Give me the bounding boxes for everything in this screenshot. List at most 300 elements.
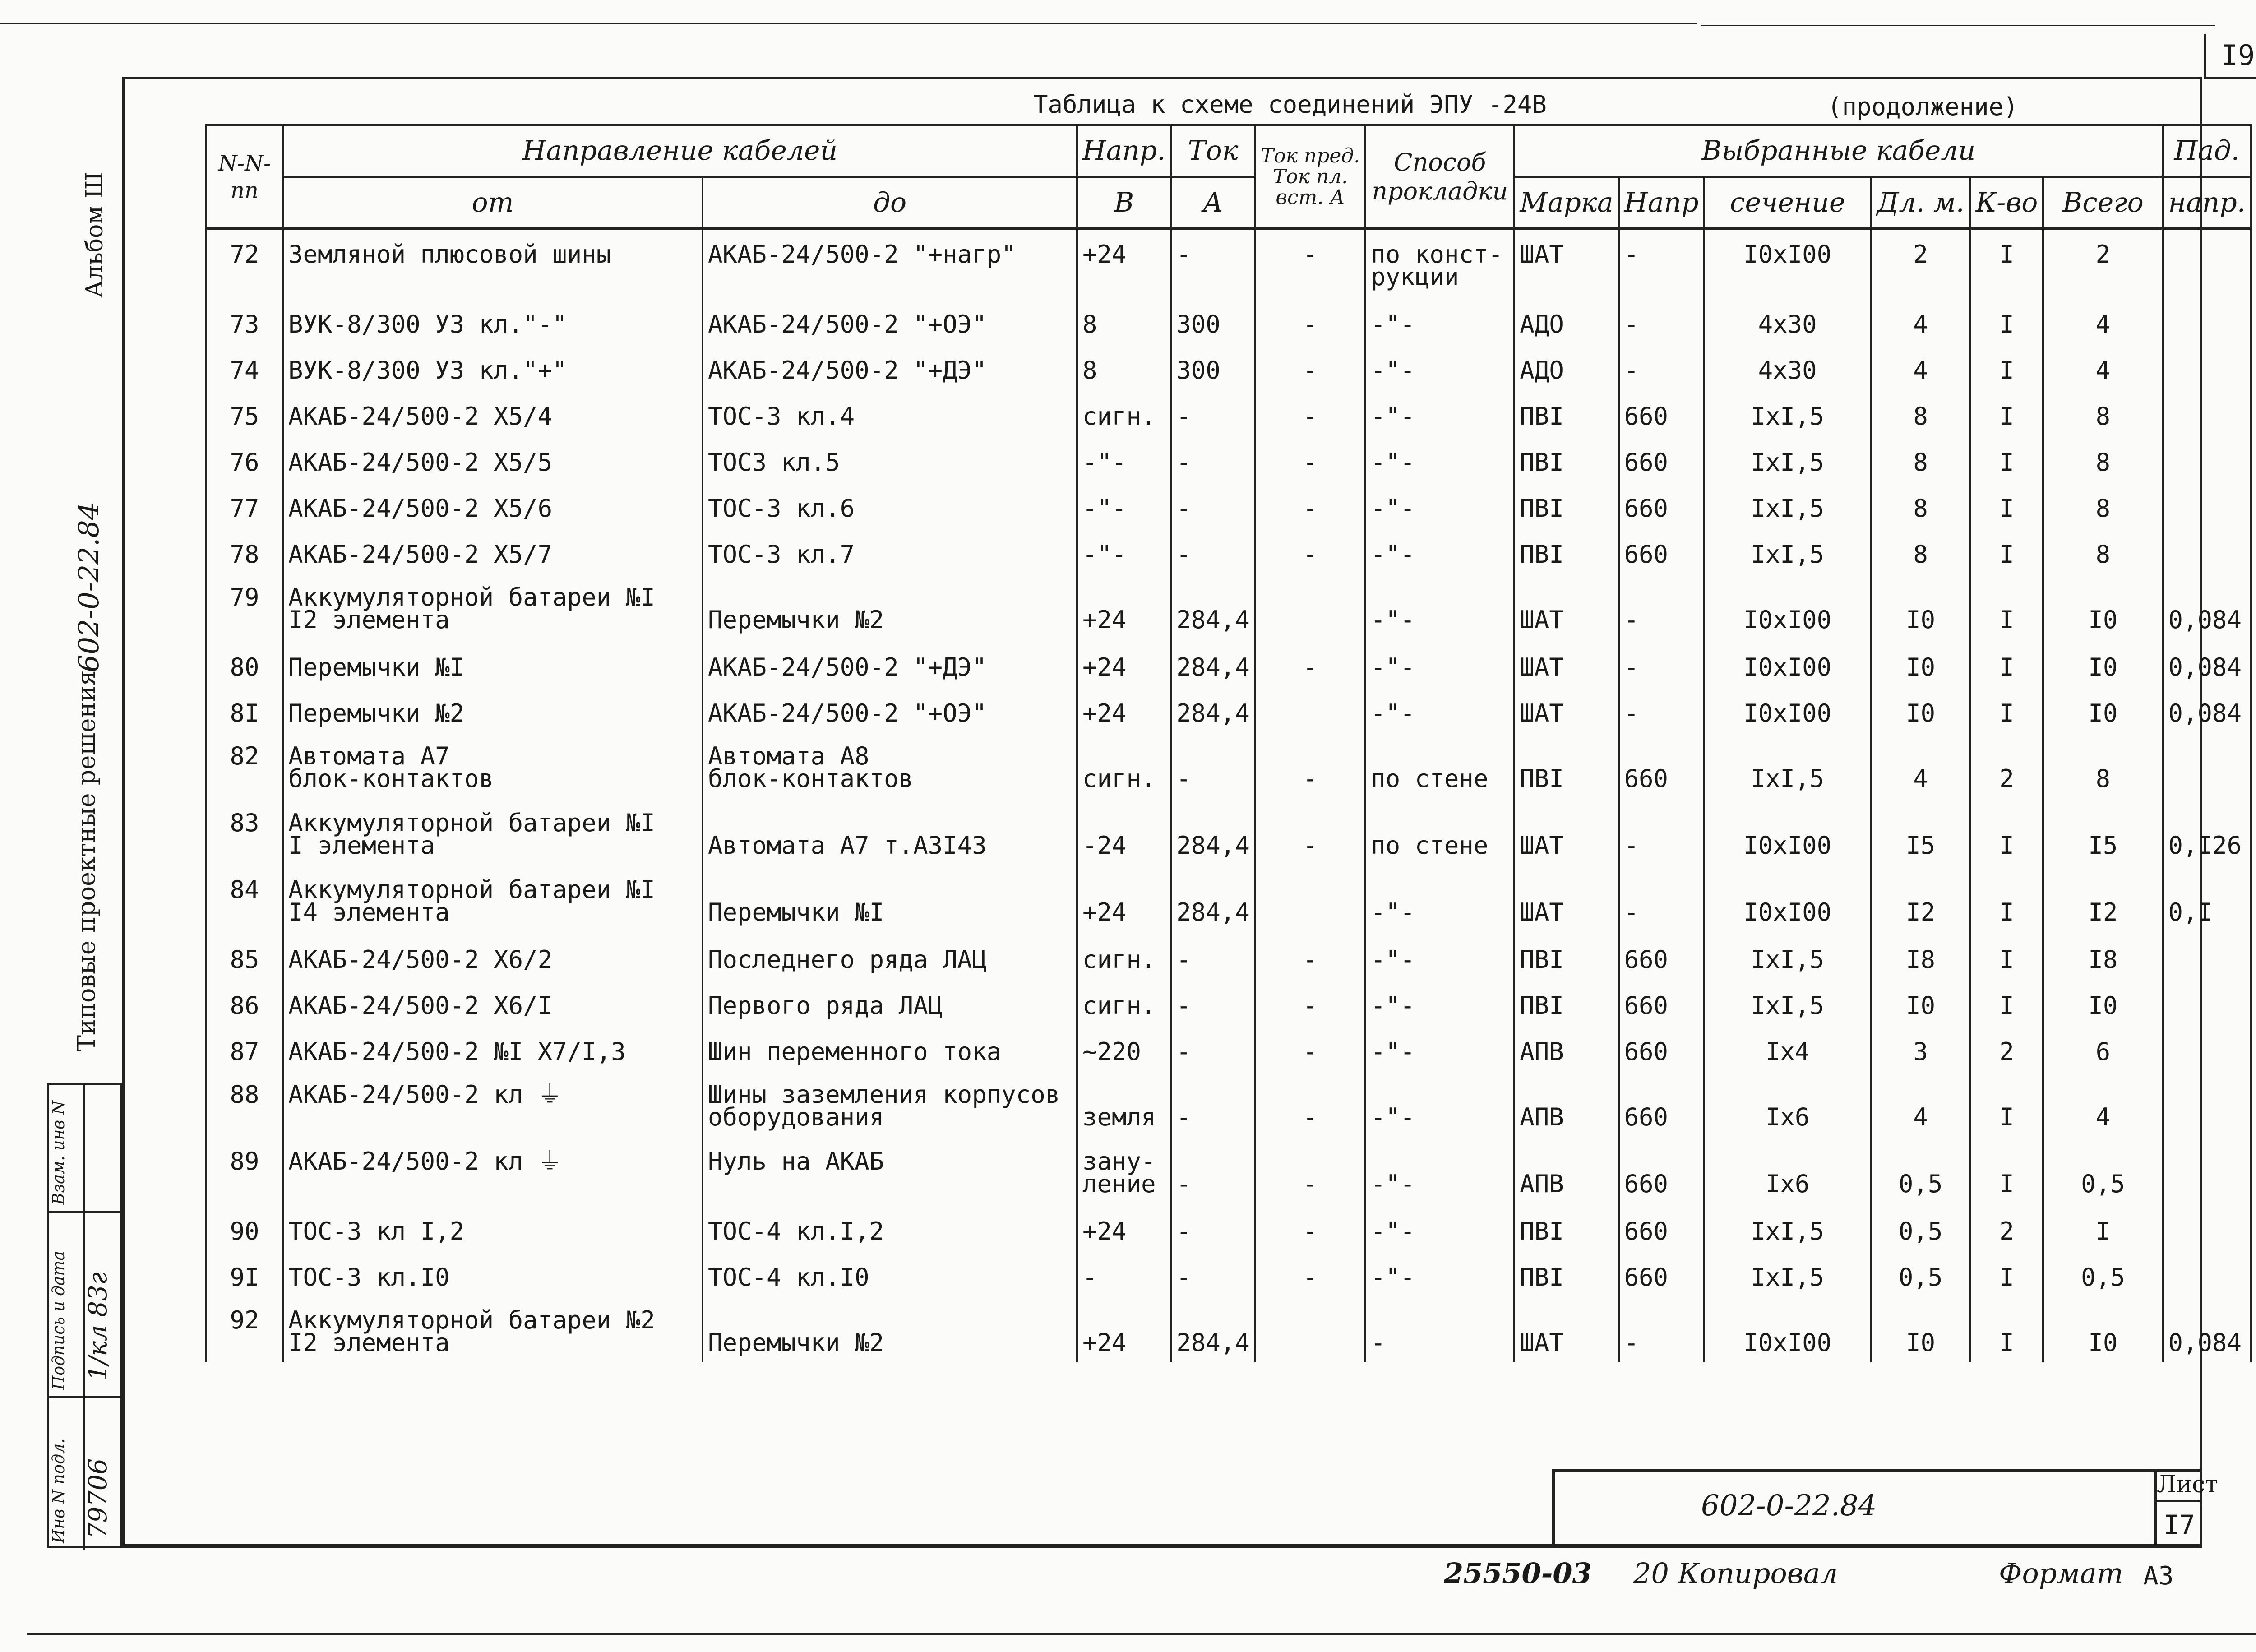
current-cell: 284,4 <box>1171 1296 1255 1362</box>
row-number: 75 <box>206 389 283 435</box>
table-row <box>206 1249 2251 1296</box>
fuse-cell: - <box>1255 481 1366 527</box>
mark-cell: ПВI <box>1514 932 1618 978</box>
length-cell: 2 <box>1871 229 1970 297</box>
voltage-cell: -"- <box>1077 435 1171 481</box>
sheet-box <box>2154 1469 2218 1548</box>
row-number: 86 <box>206 978 283 1024</box>
from-cell: АКАБ-24/500-2 X5/7 <box>283 527 703 573</box>
fuse-cell <box>1255 865 1366 932</box>
fuse-cell: - <box>1255 527 1366 573</box>
total-cell: 0,5 <box>2043 1137 2163 1203</box>
fuse-cell: - <box>1255 1137 1366 1203</box>
voltage-cell: зану- ление <box>1077 1137 1171 1203</box>
laying-cell: -"- <box>1365 296 1514 342</box>
drop-cell <box>2163 229 2251 297</box>
section-cell: Ix6 <box>1704 1070 1871 1137</box>
section-cell: I0xI00 <box>1704 685 1871 731</box>
from-cell: Автомата А7 блок-контактов <box>283 731 703 798</box>
series-label: Типовые проектные решения <box>72 670 101 1051</box>
laying-cell: -"- <box>1365 1249 1514 1296</box>
count-cell: I <box>1970 1249 2043 1296</box>
row-number: 87 <box>206 1024 283 1070</box>
total-cell: 4 <box>2043 1070 2163 1137</box>
count-cell: I <box>1970 481 2043 527</box>
header-length: Дл. м. <box>1871 177 1970 229</box>
voltage-cell: 8 <box>1077 296 1171 342</box>
length-cell: 0,5 <box>1871 1137 1970 1203</box>
table-row <box>206 527 2251 573</box>
mark-cell: ШАТ <box>1514 685 1618 731</box>
current-cell: - <box>1171 978 1255 1024</box>
total-cell: 2 <box>2043 229 2163 297</box>
order-number: 25550-03 <box>1444 1557 1592 1590</box>
to-cell: ТОС-3 кл.7 <box>703 527 1077 573</box>
mark-cell: ПВI <box>1514 1249 1618 1296</box>
voltage-cell: +24 <box>1077 865 1171 932</box>
current-cell: 284,4 <box>1171 639 1255 685</box>
table-row <box>206 1296 2251 1362</box>
total-cell: 6 <box>2043 1024 2163 1070</box>
section-cell: I0xI00 <box>1704 639 1871 685</box>
voltage-cell: -"- <box>1077 481 1171 527</box>
bottom-rule <box>27 1633 2256 1635</box>
to-cell: Перемычки №I <box>703 865 1077 932</box>
total-cell: I5 <box>2043 798 2163 865</box>
length-cell: 0,5 <box>1871 1249 1970 1296</box>
from-cell: ТОС-3 кл I,2 <box>283 1203 703 1249</box>
voltage-cell: земля <box>1077 1070 1171 1137</box>
length-cell: I0 <box>1871 978 1970 1024</box>
header-drop-unit: напр. <box>2163 177 2251 229</box>
cable-voltage-cell: 660 <box>1619 1203 1704 1249</box>
from-cell: ВУК-8/300 УЗ кл."+" <box>283 342 703 389</box>
total-cell: I0 <box>2043 978 2163 1024</box>
total-cell: 8 <box>2043 389 2163 435</box>
header-count: К-во <box>1970 177 2043 229</box>
row-number: 85 <box>206 932 283 978</box>
series-code: 602-0-22.84 <box>72 502 105 672</box>
length-cell: 8 <box>1871 527 1970 573</box>
table-row <box>206 978 2251 1024</box>
current-cell: - <box>1171 527 1255 573</box>
row-number: 83 <box>206 798 283 865</box>
count-cell: I <box>1970 1137 2043 1203</box>
to-cell: АКАБ-24/500-2 "+нагр" <box>703 229 1077 297</box>
current-cell: 284,4 <box>1171 573 1255 639</box>
cable-voltage-cell: 660 <box>1619 389 1704 435</box>
to-cell: ТОС3 кл.5 <box>703 435 1077 481</box>
to-cell: АКАБ-24/500-2 "+ОЭ" <box>703 296 1077 342</box>
drop-cell <box>2163 1070 2251 1137</box>
laying-cell: -"- <box>1365 1203 1514 1249</box>
cable-voltage-cell: 660 <box>1619 1024 1704 1070</box>
drop-cell <box>2163 527 2251 573</box>
table-row <box>206 229 2251 297</box>
row-number: 80 <box>206 639 283 685</box>
current-cell: - <box>1171 481 1255 527</box>
section-cell: IxI,5 <box>1704 1249 1871 1296</box>
drop-cell <box>2163 1249 2251 1296</box>
row-number: 90 <box>206 1203 283 1249</box>
row-number: 92 <box>206 1296 283 1362</box>
laying-cell: -"- <box>1365 639 1514 685</box>
from-cell: АКАБ-24/500-2 №I X7/I,3 <box>283 1024 703 1070</box>
fuse-cell: - <box>1255 1249 1366 1296</box>
laying-cell: по стене <box>1365 731 1514 798</box>
current-cell: 284,4 <box>1171 865 1255 932</box>
to-cell: Первого ряда ЛАЦ <box>703 978 1077 1024</box>
to-cell: АКАБ-24/500-2 "+ДЭ" <box>703 639 1077 685</box>
header-section: сечение <box>1704 177 1871 229</box>
header-drop-top: Пад. <box>2163 125 2251 177</box>
current-cell: - <box>1171 731 1255 798</box>
cable-voltage-cell: - <box>1619 229 1704 297</box>
table-row <box>206 865 2251 932</box>
row-number: 88 <box>206 1070 283 1137</box>
total-cell: I0 <box>2043 685 2163 731</box>
from-cell: Перемычки №2 <box>283 685 703 731</box>
length-cell: I2 <box>1871 865 1970 932</box>
table-row <box>206 1137 2251 1203</box>
count-cell: I <box>1970 342 2043 389</box>
from-cell: Перемычки №I <box>283 639 703 685</box>
length-cell: I0 <box>1871 1296 1970 1362</box>
voltage-cell: сигн. <box>1077 932 1171 978</box>
mark-cell: АПВ <box>1514 1070 1618 1137</box>
from-cell: Аккумуляторной батареи №I I2 элемента <box>283 573 703 639</box>
length-cell: 4 <box>1871 1070 1970 1137</box>
count-cell: I <box>1970 1296 2043 1362</box>
to-cell: Нуль на АКАБ <box>703 1137 1077 1203</box>
fuse-cell: - <box>1255 731 1366 798</box>
stamp-value-sign: 1/кл 83г <box>83 1272 113 1381</box>
to-cell: Перемычки №2 <box>703 573 1077 639</box>
count-cell: I <box>1970 798 2043 865</box>
drop-cell: 0,I <box>2163 865 2251 932</box>
count-cell: I <box>1970 435 2043 481</box>
top-rule <box>0 23 1697 24</box>
laying-cell: -"- <box>1365 342 1514 389</box>
total-cell: 8 <box>2043 435 2163 481</box>
section-cell: I0xI00 <box>1704 865 1871 932</box>
cable-voltage-cell: 660 <box>1619 481 1704 527</box>
current-cell: 284,4 <box>1171 798 1255 865</box>
drop-cell: 0,084 <box>2163 639 2251 685</box>
section-cell: IxI,5 <box>1704 932 1871 978</box>
cable-voltage-cell: 660 <box>1619 731 1704 798</box>
format-label: Формат <box>1999 1557 2123 1590</box>
mark-cell: ПВI <box>1514 527 1618 573</box>
mark-cell: АПВ <box>1514 1137 1618 1203</box>
sheet-number: I7 <box>2164 1509 2195 1540</box>
total-cell: I0 <box>2043 639 2163 685</box>
drop-cell: 0,084 <box>2163 573 2251 639</box>
from-cell: АКАБ-24/500-2 кл ⏚ <box>283 1070 703 1137</box>
voltage-cell: +24 <box>1077 573 1171 639</box>
voltage-cell: -"- <box>1077 527 1171 573</box>
total-cell: 8 <box>2043 527 2163 573</box>
fuse-cell: - <box>1255 1070 1366 1137</box>
row-number: 9I <box>206 1249 283 1296</box>
length-cell: 4 <box>1871 342 1970 389</box>
fuse-cell: - <box>1255 342 1366 389</box>
copied-label: 20 Копировал <box>1633 1557 1838 1590</box>
row-number: 72 <box>206 229 283 297</box>
fuse-cell: - <box>1255 229 1366 297</box>
total-cell: I2 <box>2043 865 2163 932</box>
header-cable-voltage: Напр <box>1619 177 1704 229</box>
row-number: 84 <box>206 865 283 932</box>
to-cell: Автомата А8 блок-контактов <box>703 731 1077 798</box>
from-cell: ТОС-3 кл.I0 <box>283 1249 703 1296</box>
fuse-cell: - <box>1255 932 1366 978</box>
stamp-label-repl: Взам. инв N <box>50 1100 68 1205</box>
header-total: Всего <box>2043 177 2163 229</box>
row-number: 77 <box>206 481 283 527</box>
cable-voltage-cell: 660 <box>1619 932 1704 978</box>
length-cell: 8 <box>1871 389 1970 435</box>
length-cell: 8 <box>1871 435 1970 481</box>
length-cell: I0 <box>1871 573 1970 639</box>
length-cell: 3 <box>1871 1024 1970 1070</box>
laying-cell: -"- <box>1365 1137 1514 1203</box>
laying-cell: -"- <box>1365 932 1514 978</box>
length-cell: 4 <box>1871 296 1970 342</box>
current-cell: - <box>1171 932 1255 978</box>
from-cell: Аккумуляторной батареи №I I элемента <box>283 798 703 865</box>
voltage-cell: -24 <box>1077 798 1171 865</box>
fuse-cell: - <box>1255 296 1366 342</box>
mark-cell: ПВI <box>1514 435 1618 481</box>
count-cell: I <box>1970 527 2043 573</box>
header-to: до <box>703 177 1077 229</box>
voltage-cell: ~220 <box>1077 1024 1171 1070</box>
total-cell: I8 <box>2043 932 2163 978</box>
section-cell: IxI,5 <box>1704 978 1871 1024</box>
total-cell: I <box>2043 1203 2163 1249</box>
drop-cell <box>2163 1203 2251 1249</box>
current-cell: - <box>1171 435 1255 481</box>
laying-cell: -"- <box>1365 1070 1514 1137</box>
count-cell: I <box>1970 573 2043 639</box>
drop-cell <box>2163 435 2251 481</box>
cable-voltage-cell: - <box>1619 865 1704 932</box>
header-mark: Марка <box>1514 177 1618 229</box>
laying-cell: -"- <box>1365 865 1514 932</box>
cable-voltage-cell: - <box>1619 685 1704 731</box>
section-cell: IxI,5 <box>1704 1203 1871 1249</box>
voltage-cell: +24 <box>1077 1203 1171 1249</box>
header-laying: Способ прокладки <box>1365 125 1514 229</box>
from-cell: ВУК-8/300 УЗ кл."-" <box>283 296 703 342</box>
drop-cell <box>2163 978 2251 1024</box>
table-row <box>206 1024 2251 1070</box>
header-from: от <box>283 177 703 229</box>
length-cell: I0 <box>1871 685 1970 731</box>
total-cell: 0,5 <box>2043 1249 2163 1296</box>
from-cell: АКАБ-24/500-2 X5/4 <box>283 389 703 435</box>
from-cell: АКАБ-24/500-2 X5/6 <box>283 481 703 527</box>
cable-voltage-cell: 660 <box>1619 1070 1704 1137</box>
voltage-cell: - <box>1077 1249 1171 1296</box>
count-cell: I <box>1970 389 2043 435</box>
length-cell: I8 <box>1871 932 1970 978</box>
row-number: 74 <box>206 342 283 389</box>
count-cell: I <box>1970 296 2043 342</box>
title-stamp <box>1552 1469 2202 1548</box>
count-cell: I <box>1970 978 2043 1024</box>
continuation-label: (продолжение) <box>1827 93 2018 121</box>
count-cell: I <box>1970 639 2043 685</box>
count-cell: I <box>1970 685 2043 731</box>
total-cell: 4 <box>2043 296 2163 342</box>
to-cell: Последнего ряда ЛАЦ <box>703 932 1077 978</box>
to-cell: Шины заземления корпусов оборудования <box>703 1070 1077 1137</box>
mark-cell: ШАТ <box>1514 865 1618 932</box>
count-cell: 2 <box>1970 731 2043 798</box>
cable-voltage-cell: 660 <box>1619 435 1704 481</box>
album-label: Альбом Ш <box>81 171 108 298</box>
voltage-cell: сигн. <box>1077 389 1171 435</box>
stamp-value-inv: 79706 <box>83 1458 113 1539</box>
cable-voltage-cell: - <box>1619 342 1704 389</box>
drop-cell <box>2163 296 2251 342</box>
page-number: I9 <box>2204 34 2256 79</box>
table-row <box>206 1070 2251 1137</box>
fuse-cell: - <box>1255 435 1366 481</box>
current-cell: - <box>1171 1024 1255 1070</box>
table-row <box>206 389 2251 435</box>
to-cell: ТОС-3 кл.6 <box>703 481 1077 527</box>
to-cell: АКАБ-24/500-2 "+ОЭ" <box>703 685 1077 731</box>
count-cell: I <box>1970 1070 2043 1137</box>
cable-voltage-cell: 660 <box>1619 527 1704 573</box>
count-cell: I <box>1970 865 2043 932</box>
section-cell: I0xI00 <box>1704 573 1871 639</box>
to-cell: Автомата А7 т.А3I43 <box>703 798 1077 865</box>
count-cell: 2 <box>1970 1024 2043 1070</box>
section-cell: IxI,5 <box>1704 731 1871 798</box>
total-cell: I0 <box>2043 573 2163 639</box>
to-cell: ТОС-4 кл.I0 <box>703 1249 1077 1296</box>
drop-cell: 0,084 <box>2163 1296 2251 1362</box>
from-cell: АКАБ-24/500-2 X6/2 <box>283 932 703 978</box>
row-number: 89 <box>206 1137 283 1203</box>
voltage-cell: +24 <box>1077 685 1171 731</box>
fuse-cell: - <box>1255 1024 1366 1070</box>
mark-cell: АДО <box>1514 342 1618 389</box>
total-cell: 8 <box>2043 731 2163 798</box>
current-cell: 284,4 <box>1171 685 1255 731</box>
mark-cell: ПВI <box>1514 731 1618 798</box>
header-selected-cables: Выбранные кабели <box>1514 125 2163 177</box>
current-cell: - <box>1171 229 1255 297</box>
row-number: 82 <box>206 731 283 798</box>
laying-cell: -"- <box>1365 481 1514 527</box>
header-current-unit: А <box>1171 177 1255 229</box>
length-cell: 8 <box>1871 481 1970 527</box>
table-row <box>206 296 2251 342</box>
drop-cell <box>2163 1024 2251 1070</box>
header-num: N-N- пп <box>206 125 283 229</box>
mark-cell: АДО <box>1514 296 1618 342</box>
cable-voltage-cell: - <box>1619 573 1704 639</box>
mark-cell: ШАТ <box>1514 1296 1618 1362</box>
top-rule-right <box>1701 25 2215 26</box>
section-cell: I0xI00 <box>1704 1296 1871 1362</box>
row-number: 76 <box>206 435 283 481</box>
to-cell: Шин переменного тока <box>703 1024 1077 1070</box>
laying-cell: по конст- рукции <box>1365 229 1514 297</box>
header-current-top: Ток <box>1171 125 1255 177</box>
mark-cell: ПВI <box>1514 978 1618 1024</box>
section-cell: IxI,5 <box>1704 527 1871 573</box>
fuse-cell: - <box>1255 798 1366 865</box>
laying-cell: - <box>1365 1296 1514 1362</box>
total-cell: I0 <box>2043 1296 2163 1362</box>
current-cell: - <box>1171 1137 1255 1203</box>
total-cell: 4 <box>2043 342 2163 389</box>
row-number: 79 <box>206 573 283 639</box>
current-cell: - <box>1171 1203 1255 1249</box>
cable-voltage-cell: 660 <box>1619 978 1704 1024</box>
fuse-cell: - <box>1255 978 1366 1024</box>
section-cell: 4x30 <box>1704 342 1871 389</box>
table-row <box>206 932 2251 978</box>
mark-cell: ПВI <box>1514 481 1618 527</box>
sheet-label: Лист <box>2157 1469 2202 1502</box>
fuse-cell: - <box>1255 639 1366 685</box>
cable-voltage-cell: - <box>1619 639 1704 685</box>
from-cell: АКАБ-24/500-2 X5/5 <box>283 435 703 481</box>
section-cell: IxI,5 <box>1704 389 1871 435</box>
laying-cell: -"- <box>1365 573 1514 639</box>
drop-cell <box>2163 731 2251 798</box>
row-number: 73 <box>206 296 283 342</box>
current-cell: - <box>1171 389 1255 435</box>
from-cell: АКАБ-24/500-2 X6/I <box>283 978 703 1024</box>
stamp-label-sign: Подпись и дата <box>50 1251 68 1390</box>
voltage-cell: 8 <box>1077 342 1171 389</box>
fuse-cell <box>1255 1296 1366 1362</box>
section-cell: 4x30 <box>1704 296 1871 342</box>
mark-cell: ШАТ <box>1514 798 1618 865</box>
table-row <box>206 481 2251 527</box>
from-cell: Земляной плюсовой шины <box>283 229 703 297</box>
table-row <box>206 573 2251 639</box>
cable-voltage-cell: - <box>1619 296 1704 342</box>
voltage-cell: +24 <box>1077 1296 1171 1362</box>
fuse-cell: - <box>1255 1203 1366 1249</box>
table-row <box>206 685 2251 731</box>
drop-cell <box>2163 389 2251 435</box>
table-title: Таблица к схеме соединений ЭПУ -24В <box>1033 90 1547 119</box>
mark-cell: ПВI <box>1514 389 1618 435</box>
cable-voltage-cell: 660 <box>1619 1137 1704 1203</box>
drop-cell: 0,I26 <box>2163 798 2251 865</box>
drop-cell <box>2163 932 2251 978</box>
current-cell: - <box>1171 1070 1255 1137</box>
drop-cell <box>2163 1137 2251 1203</box>
voltage-cell: +24 <box>1077 229 1171 297</box>
table-row <box>206 1203 2251 1249</box>
header-direction: Направление кабелей <box>283 125 1077 177</box>
row-number: 8I <box>206 685 283 731</box>
laying-cell: по стене <box>1365 798 1514 865</box>
mark-cell: ШАТ <box>1514 639 1618 685</box>
section-cell: Ix6 <box>1704 1137 1871 1203</box>
